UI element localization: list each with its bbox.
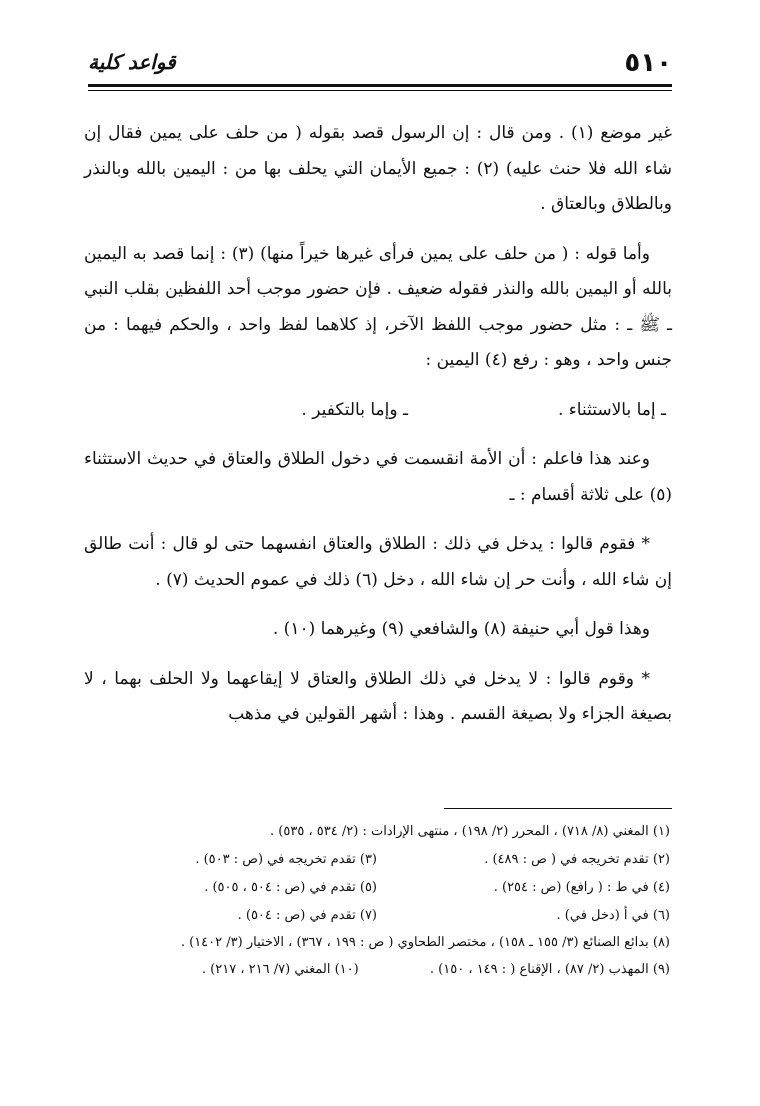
option-takfir: ـ وإما بالتكفير . [301,399,408,420]
page-header [88,46,672,82]
footnote-9: (٩) المهذب (٢/ ٨٧) ، الإقناع ( : ١٤٩ ، ١٥٠) . [429,962,670,977]
paragraph-2: وأما قوله : ( من حلف على يمين فرأى غيرها خيراً منها) (٣) : إنما قصد به اليمين بالله أو اليمين بالله والنذر فقوله ضعيف . فإن حضور موجب أحد اللفظين بقلب النبي ـ ﷺ ـ : مثل حضور موجب اللفظ الآخر، إذ كلاهما لفظ واحد ، والحكم فيهما : من جنس واحد ، وهو : رفع (٤) اليمين : [84,243,672,370]
paragraph-3: وعند هذا فاعلم : أن الأمة انقسمت في دخول الطلاق والعتاق في حديث الاستثناء (٥) على ثلاثة أقسام : ـ [84,449,672,505]
footnote-6: (٦) في أ (دخل في) . [556,908,670,923]
main-text [84,116,672,747]
footnote-separator [444,808,672,809]
running-title: قواعد كلية [88,50,176,74]
footnote-row-6-7 [84,902,670,930]
header-rule-thin [88,90,672,91]
paragraph-5: وهذا قول أبي حنيفة (٨) والشافعي (٩) وغيرهما (١٠) . [272,619,650,639]
footnotes [84,818,670,984]
option-istithna: ـ إما بالاستثناء . [557,399,666,420]
footnote-2: (٢) تقدم تخريجه في ( ص : ٤٨٩) . [484,852,670,867]
footnote-7: (٧) تقدم في (ص : ٥٠٤) . [237,908,377,923]
paragraph-1: غير موضع (١) . ومن قال : إن الرسول قصد بقوله ( من حلف على يمين فقال إن شاء الله فلا حنث عليه) (٢) : جميع الأيمان التي يحلف بها من : اليمين بالله وبالنذر وبالطلاق وبالعتاق . [84,123,672,214]
footnote-row-9-10 [84,956,670,984]
options-line [84,393,672,429]
paragraph-4: * فقوم قالوا : يدخل في ذلك : الطلاق والعتاق انفسهما حتى لو قال : أنت طالق إن شاء الله ، وأنت حر إن شاء الله ، دخل (٦) ذلك في عموم الحديث (٧) . [84,534,672,590]
footnote-row-4-5 [84,874,670,902]
footnote-4: (٤) في ط : ( رافع) (ص : ٢٥٤) . [493,880,670,895]
page-number: ٥١٠ [624,48,672,78]
footnote-5: (٥) تقدم في (ص : ٥٠٤ ، ٥٠٥) . [204,880,377,895]
footnote-10: (١٠) المغني (٧/ ٢١٦ ، ٢١٧) . [201,962,359,977]
paragraph-6: * وقوم قالوا : لا يدخل في ذلك الطلاق والعتاق لا إيقاعهما ولا الحلف بهما ، لا بصيغة الجزاء ولا بصيغة القسم . وهذا : أشهر القولين في مذهب [84,668,672,724]
footnote-3: (٣) تقدم تخريجه في (ص : ٥٠٣) . [195,852,377,867]
footnote-8: (٨) بدائع الصنائع (٣/ ١٥٥ ـ ١٥٨) ، مختصر الطحاوي ( ص : ١٩٩ ، ٣٦٧) ، الاختيار (٣/ ١٤٠٢) . [180,935,670,950]
footnote-row-2-3 [84,846,670,874]
header-rule-thick [88,84,672,87]
footnote-1: (١) المغني (٨/ ٧١٨) ، المحرر (٢/ ١٩٨) ، منتهى الإرادات : (٢/ ٥٣٤ ، ٥٣٥) . [270,824,670,839]
